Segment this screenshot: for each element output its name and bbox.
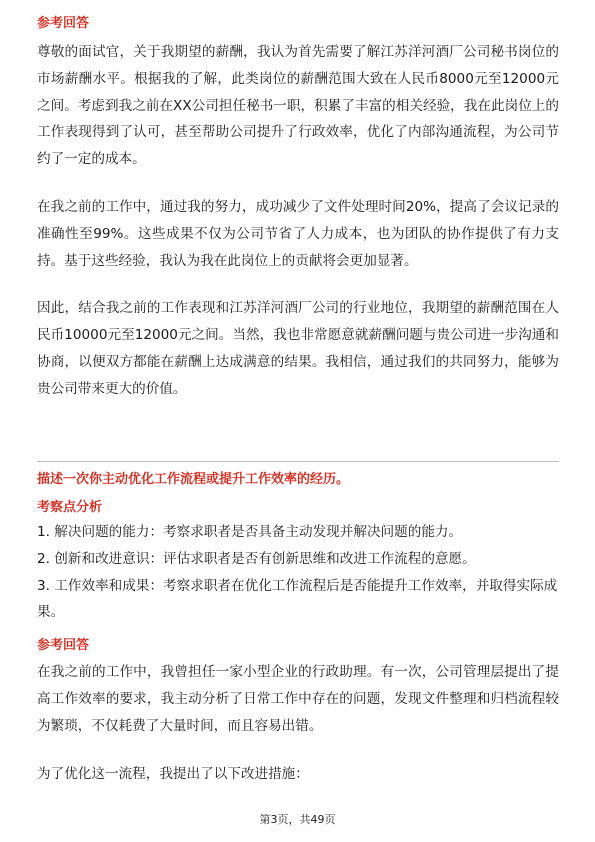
- reference-answer-heading-2: 参考回答: [37, 638, 90, 654]
- section-salary-answer: [37, 14, 559, 403]
- answer-paragraph-1: 尊敬的面试官，关于我期望的薪酬，我认为首先需要了解江苏洋河酒厂公司秘书岗位的市场薪酬水平。根据我的了解，此类岗位的薪酬范围大致在人民币8000元至12000元之间。考虑到我之前在XX公司担任秘书一职，积累了丰富的相关经验，我在此岗位上的工作表现得到了认可，甚至帮助公司提升了行政效率，优化了内部沟通流程，为公司节约了一定的成本。: [37, 44, 559, 168]
- analysis-item-3: 3. 工作效率和成果：考察求职者在优化工作流程后是否能提升工作效率，并取得实际成果。: [37, 577, 558, 621]
- page-footer: 第3页，共49页: [259, 813, 336, 826]
- reference-answer-heading: 参考回答: [37, 16, 90, 31]
- analysis-item-2: 2. 创新和改进意识：评估求职者是否有创新思维和改进工作流程的意愿。: [37, 550, 476, 567]
- answer-paragraph-5: 为了优化这一流程，我提出了以下改进措施：: [37, 765, 309, 782]
- answer-paragraph-4: 在我之前的工作中，我曾担任一家小型企业的行政助理。有一次，公司管理层提出了提高工作效率的要求，我主动分析了日常工作中存在的问题，发现文件整理和归档流程较为繁琐，不仅耗费了大量时间，而且容易出错。: [37, 664, 559, 734]
- answer-paragraph-3: 因此，结合我之前的工作表现和江苏洋河酒厂公司的行业地位，我期望的薪酬范围在人民币10000元至12000元之间。当然，我也非常愿意就薪酬问题与贵公司进一步沟通和协商，以便双方都能在薪酬上达成满意的结果。我相信，通过我们的共同努力，能够为贵公司带来更大的价值。: [37, 300, 559, 397]
- analysis-list: [37, 519, 559, 626]
- page-content-lower: [37, 470, 559, 787]
- interview-question: 描述一次你主动优化工作流程或提升工作效率的经历。: [37, 472, 350, 487]
- answer-paragraph-2: 在我之前的工作中，通过我的努力，成功减少了文件处理时间20%，提高了会议记录的准确性至99%。这些成果不仅为公司节省了人力成本，也为团队的协作提供了有力支持。基于这些经验，我认为我在此岗位上的贡献将会更加显著。: [37, 198, 559, 269]
- section-efficiency-question: [37, 470, 559, 787]
- analysis-heading: 考察点分析: [37, 500, 103, 515]
- page-content: [37, 14, 559, 403]
- section-divider: [37, 461, 559, 462]
- analysis-item-1: 1. 解决问题的能力：考察求职者是否具备主动发现并解决问题的能力。: [37, 524, 463, 540]
